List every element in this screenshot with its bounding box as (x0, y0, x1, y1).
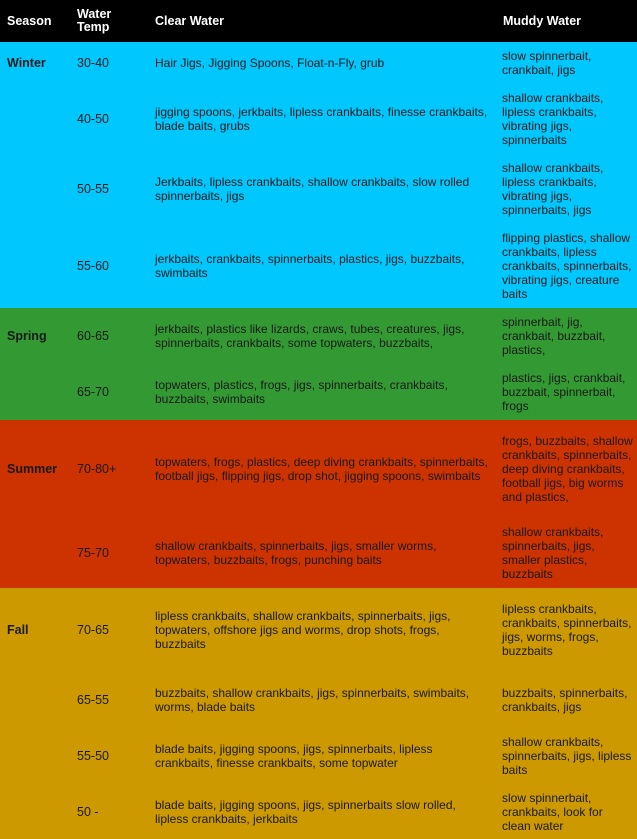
table-row (0, 364, 637, 420)
water-temp-cell: 50 - (70, 784, 148, 839)
table-row (0, 154, 637, 224)
season-fall: Fall (0, 588, 70, 839)
water-temp-cell: 75-70 (70, 518, 148, 588)
table-row (0, 784, 637, 839)
table-row (0, 588, 637, 672)
table-row (0, 84, 637, 154)
clear-water-cell: buzzbaits, shallow crankbaits, jigs, spinnerbaits, swimbaits, worms, blade baits (148, 672, 496, 728)
water-temp-cell: 40-50 (70, 84, 148, 154)
muddy-water-cell: lipless crankbaits, crankbaits, spinnerbaits, jigs, worms, frogs, buzzbaits (496, 588, 637, 672)
muddy-water-cell: shallow crankbaits, lipless crankbaits, vibrating jigs, spinnerbaits (496, 84, 637, 154)
table-row (0, 224, 637, 308)
clear-water-cell: lipless crankbaits, shallow crankbaits, spinnerbaits, jigs, topwaters, offshore jigs and worms, drop shots, frogs, buzzbaits (148, 588, 496, 672)
table-row (0, 728, 637, 784)
clear-water-cell: topwaters, plastics, frogs, jigs, spinnerbaits, crankbaits, buzzbaits, swimbaits (148, 364, 496, 420)
clear-water-cell: blade baits, jigging spoons, jigs, spinnerbaits, lipless crankbaits, finesse crankbaits, some topwater (148, 728, 496, 784)
muddy-water-cell: shallow crankbaits, lipless crankbaits, vibrating jigs, spinnerbaits, jigs (496, 154, 637, 224)
clear-water-cell: jigging spoons, jerkbaits, lipless crankbaits, finesse crankbaits, blade baits, grubs (148, 84, 496, 154)
water-temp-cell: 70-80+ (70, 420, 148, 518)
clear-water-cell: blade baits, jigging spoons, jigs, spinnerbaits slow rolled, lipless crankbaits, jerkbaits (148, 784, 496, 839)
muddy-water-cell: slow spinnerbait, crankbaits, look for clean water (496, 784, 637, 839)
water-temp-cell: 50-55 (70, 154, 148, 224)
muddy-water-cell: spinnerbait, jig, crankbait, buzzbait, plastics, (496, 308, 637, 364)
table-row (0, 420, 637, 518)
clear-water-cell: topwaters, frogs, plastics, deep diving crankbaits, spinnerbaits, football jigs, flipping jigs, drop shot, jigging spoons, swimbaits (148, 420, 496, 518)
muddy-water-cell: slow spinnerbait, crankbait, jigs (496, 42, 637, 84)
clear-water-cell: Hair Jigs, Jigging Spoons, Float-n-Fly, grub (148, 42, 496, 84)
water-temp-cell: 55-50 (70, 728, 148, 784)
water-temp-cell: 70-65 (70, 588, 148, 672)
muddy-water-cell: shallow crankbaits, spinnerbaits, jigs, smaller plastics, buzzbaits (496, 518, 637, 588)
header-clear-water: Clear Water (148, 0, 496, 42)
muddy-water-cell: buzzbaits, spinnerbaits, crankbaits, jigs (496, 672, 637, 728)
water-temp-cell: 55-60 (70, 224, 148, 308)
table-row (0, 42, 637, 84)
table-row (0, 308, 637, 364)
header-muddy-water: Muddy Water (496, 0, 637, 42)
water-temp-cell: 65-55 (70, 672, 148, 728)
header-water-temp: Water Temp (70, 0, 148, 42)
table-row (0, 518, 637, 588)
muddy-water-cell: shallow crankbaits, spinnerbaits, jigs, lipless baits (496, 728, 637, 784)
water-temp-cell: 60-65 (70, 308, 148, 364)
clear-water-cell: jerkbaits, crankbaits, spinnerbaits, plastics, jigs, buzzbaits, swimbaits (148, 224, 496, 308)
muddy-water-cell: frogs, buzzbaits, shallow crankbaits, spinnerbaits, deep diving crankbaits, football jigs, big worms and plastics, (496, 420, 637, 518)
header-season: Season (0, 0, 70, 42)
header-row (0, 0, 637, 42)
muddy-water-cell: plastics, jigs, crankbait, buzzbait, spinnerbait, frogs (496, 364, 637, 420)
season-summer: Summer (0, 420, 70, 588)
season-winter: Winter (0, 42, 70, 308)
clear-water-cell: jerkbaits, plastics like lizards, craws, tubes, creatures, jigs, spinnerbaits, crankbaits, some topwaters, buzzbaits, (148, 308, 496, 364)
table-row (0, 672, 637, 728)
water-temp-cell: 30-40 (70, 42, 148, 84)
water-temp-cell: 65-70 (70, 364, 148, 420)
clear-water-cell: Jerkbaits, lipless crankbaits, shallow crankbaits, slow rolled spinnerbaits, jigs (148, 154, 496, 224)
season-spring: Spring (0, 308, 70, 420)
clear-water-cell: shallow crankbaits, spinnerbaits, jigs, smaller worms, topwaters, buzzbaits, frogs, punching baits (148, 518, 496, 588)
muddy-water-cell: flipping plastics, shallow crankbaits, lipless crankbaits, spinnerbaits, vibrating jigs, creature baits (496, 224, 637, 308)
